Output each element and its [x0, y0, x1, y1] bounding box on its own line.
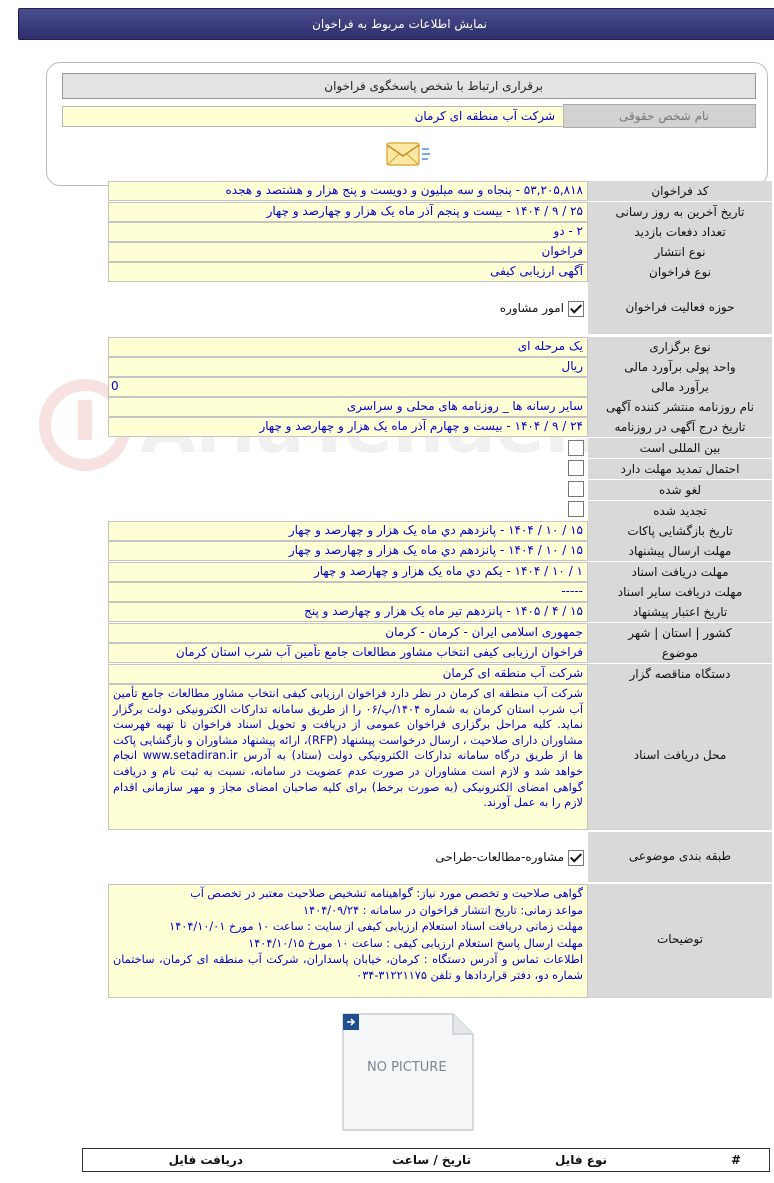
- legal-entity-label-text: نام شخص حقوقی: [619, 109, 709, 123]
- legal-entity-label: [563, 104, 756, 128]
- col-file-type: نوع فایل: [555, 1153, 607, 1167]
- label-international: بین المللی است: [588, 438, 772, 459]
- col-download: دریافت فایل: [168, 1153, 243, 1167]
- label-activity: حوزه فعالیت فراخوان: [588, 282, 772, 335]
- label-last-update: تاریخ آخرین به روز رسانی: [588, 202, 772, 223]
- activity-text: امور مشاوره: [499, 301, 564, 315]
- col-index: #: [730, 1153, 741, 1167]
- legal-entity-value: [62, 106, 564, 127]
- activity-checkbox[interactable]: [568, 301, 584, 317]
- value-newspaper-date: ۲۴ / ۹ / ۱۴۰۴ - بیست و چهارم آذر ماه یک هزار و چهارصد و چهار: [108, 417, 588, 437]
- value-location: جمهوری اسلامی ایران - کرمان - کرمان: [108, 623, 588, 643]
- label-organizer: دستگاه مناقصه گزار: [588, 664, 772, 685]
- value-other-doc-deadline: -----: [108, 582, 588, 602]
- label-newspaper: نام روزنامه منتشر کننده آگهی: [588, 397, 772, 418]
- value-newspaper: سایر رسانه ها _ روزنامه های محلی و سراسری: [108, 397, 588, 417]
- label-category: طبقه بندی موضوعی: [588, 832, 772, 883]
- value-organizer: شرکت آب منطقه ای کرمان: [108, 664, 588, 684]
- value-estimate: 0: [108, 377, 588, 397]
- notes-line: گواهی صلاحیت و تخصص مورد نیاز: گواهینامه تشخیص صلاحیت معتبر در تخصص آب: [190, 887, 583, 900]
- label-notes: توضیحات: [588, 884, 772, 999]
- value-call-type: آگهی ارزیابی کیفی: [108, 262, 588, 282]
- value-visits: ۲ - دو: [108, 222, 588, 242]
- label-extension: احتمال تمدید مهلت دارد: [588, 459, 772, 480]
- label-other-doc-deadline: مهلت دریافت سایر اسناد: [588, 582, 772, 603]
- cancelled-checkbox[interactable]: [568, 481, 584, 497]
- notes-line: مهلت زمانی دریافت اسناد استعلام ارزیابی کیفی از سایت : ساعت ۱۰ مورخ ۱۴۰۴/۱۰/۰۱: [169, 920, 583, 934]
- category-text: مشاوره-مطالعات-طراحی: [435, 850, 564, 864]
- value-code: ۵۳,۲۰۵,۸۱۸ - پنجاه و سه میلیون و دویست و پنج هزار و هشتصد و هجده: [108, 181, 588, 201]
- notes-line: مهلت ارسال پاسخ استعلام ارزیابی کیفی : ساعت ۱۰ مورخ ۱۴۰۴/۱۰/۱۵: [248, 936, 583, 950]
- label-opening-date: تاریخ بازگشایی پاکات: [588, 521, 772, 542]
- label-code: کد فراخوان: [588, 181, 772, 202]
- value-validity: ۱۵ / ۴ / ۱۴۰۵ - پانزدهم تیر ماه یک هزار و چهارصد و پنج: [108, 602, 588, 622]
- category-checkbox[interactable]: [568, 850, 584, 866]
- label-renewed: تجدید شده: [588, 501, 772, 522]
- col-datetime: تاریخ / ساعت: [391, 1153, 471, 1167]
- value-doc-deadline: ۱ / ۱۰ / ۱۴۰۴ - یکم دي ماه یک هزار و چهارصد و چهار: [108, 562, 588, 582]
- label-submit-deadline: مهلت ارسال پیشنهاد: [588, 541, 772, 562]
- value-holding-type: یک مرحله ای: [108, 337, 588, 357]
- renewed-checkbox[interactable]: [568, 501, 584, 517]
- label-estimate: برآورد مالی: [588, 377, 772, 398]
- label-validity: تاریخ اعتبار پیشنهاد: [588, 602, 772, 623]
- contact-button-label: برقراری ارتباط با شخص پاسخگوی فراخوان: [324, 79, 543, 93]
- notes-line: مواعد زمانی: تاریخ انتشار فراخوان در سامانه : ۱۴۰۴/۰۹/۲۴: [303, 903, 583, 917]
- value-opening-date: ۱۵ / ۱۰ / ۱۴۰۴ - پانزدهم دي ماه یک هزار و چهارصد و چهار: [108, 521, 588, 541]
- title-bar: [18, 8, 774, 40]
- label-holding-type: نوع برگزاری: [588, 337, 772, 358]
- label-call-type: نوع فراخوان: [588, 262, 772, 283]
- value-doc-place: شرکت آب منطقه ای کرمان در نظر دارد فراخوان ارزیابی کیفی انتخاب مشاور مطالعات جامع تأمین آب شرب استان کرمان به شماره ۱۴۰۴/پ/۰۶ را از طریق سامانه تدارکات الکترونیکی دولت برگزار نماید. کلیه مراحل برگزاری فراخوان عمومی از دریافت و تحویل اسناد فراخوان تا تهیه فهرست مشاوران دارای صلاحیت ، ارسال درخواست پیشنهاد (RFP)، ارائه پیشنهاد مشاوران و بازگشایی پاکت ها از طریق درگاه سامانه تدارکات الکترونیکی دولت (ستاد) به آدرس www.setadiran.ir انجام خواهد شد و لازم است مشاوران در صورت عدم عضویت در سامانه، نسبت به ثبت نام و دریافت گواهی امضای الکترونیکی (به صورت برخط) برای کلیه صاحبان امضای مجاز و مهر سازمانی اقدام لازم را به عمل آورند.: [108, 684, 588, 830]
- envelope-icon[interactable]: [385, 140, 431, 168]
- label-doc-place: محل دریافت اسناد: [588, 684, 772, 831]
- label-publish-type: نوع انتشار: [588, 242, 772, 263]
- label-currency: واحد پولی برآورد مالی: [588, 357, 772, 378]
- label-doc-deadline: مهلت دریافت اسناد: [588, 562, 772, 583]
- no-picture-text: NO PICTURE: [367, 1060, 447, 1075]
- value-currency: ریال: [108, 357, 588, 377]
- label-cancelled: لغو شده: [588, 480, 772, 501]
- label-visits: تعداد دفعات بازدید: [588, 222, 772, 243]
- value-publish-type: فراخوان: [108, 242, 588, 262]
- label-newspaper-date: تاریخ درج آگهی در روزنامه: [588, 417, 772, 438]
- no-picture-image: [341, 1012, 475, 1132]
- contact-person-button[interactable]: [62, 73, 756, 99]
- label-location: کشور | استان | شهر: [588, 623, 772, 644]
- extension-checkbox[interactable]: [568, 460, 584, 476]
- value-submit-deadline: ۱۵ / ۱۰ / ۱۴۰۴ - پانزدهم دي ماه یک هزار و چهارصد و چهار: [108, 541, 588, 561]
- notes-line: اطلاعات تماس و آدرس دستگاه : کرمان، خیابان پاسداران، شرکت آب منطقه ای کرمان، ساختمان شماره دو، دفتر قراردادها و تلفن ۳۱۲۲۱۱۷۵-۰۳۴: [113, 953, 583, 982]
- label-subject: موضوع: [588, 643, 772, 664]
- page-title: نمایش اطلاعات مربوط به فراخوان: [312, 17, 487, 31]
- value-subject: فراخوان ارزیابی کیفی انتخاب مشاور مطالعات جامع تأمین آب شرب استان کرمان: [108, 643, 588, 663]
- files-table-header: [82, 1148, 770, 1172]
- value-notes: [108, 884, 588, 998]
- international-checkbox[interactable]: [568, 440, 584, 456]
- value-last-update: ۲۵ / ۹ / ۱۴۰۴ - بیست و پنجم آذر ماه یک هزار و چهارصد و چهار: [108, 202, 588, 222]
- legal-entity-value-text: شرکت آب منطقه ای کرمان: [414, 109, 555, 123]
